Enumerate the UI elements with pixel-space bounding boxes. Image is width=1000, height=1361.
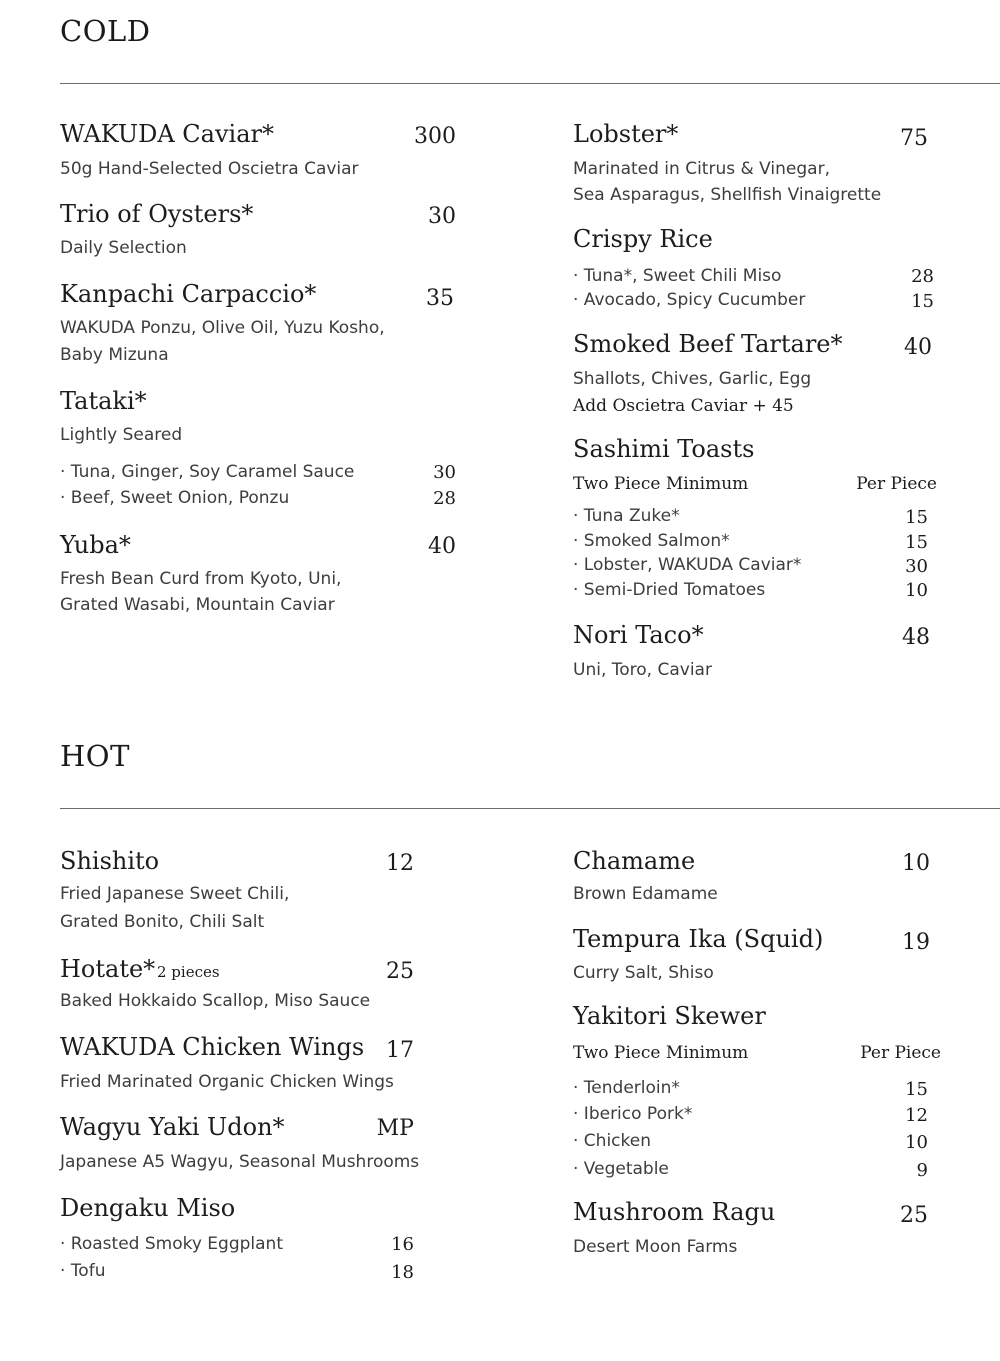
option-label: · Tuna Zuke*: [573, 506, 680, 526]
option-label: · Avocado, Spicy Cucumber: [573, 290, 806, 310]
item-description: Fried Japanese Sweet Chili,: [60, 884, 290, 904]
item-price: 10: [902, 851, 930, 876]
item-qualifier: 2 pieces: [157, 963, 220, 981]
item-description: Sea Asparagus, Shellfish Vinaigrette: [573, 185, 882, 205]
item-name: Shishito: [60, 847, 160, 875]
item-description: Brown Edamame: [573, 884, 718, 904]
option-label: · Tuna*, Sweet Chili Miso: [573, 266, 782, 286]
option-price: 30: [905, 556, 928, 577]
option-label: · Chicken: [573, 1131, 651, 1151]
item-price: MP: [376, 1116, 414, 1141]
item-description: Japanese A5 Wagyu, Seasonal Mushrooms: [60, 1152, 420, 1172]
item-description: Baby Mizuna: [60, 345, 169, 365]
item-price: 40: [428, 534, 456, 559]
item-price: 30: [428, 204, 456, 229]
item-name: Hotate*: [60, 955, 156, 983]
option-price: 15: [905, 532, 928, 553]
item-name: Lobster*: [573, 120, 679, 148]
hot-divider: [60, 808, 1000, 809]
item-name: Sashimi Toasts: [573, 435, 755, 463]
per-piece-note: Per Piece: [856, 474, 937, 494]
cold-section-title: COLD: [60, 14, 151, 48]
item-description: Grated Bonito, Chili Salt: [60, 912, 265, 932]
item-name: Nori Taco*: [573, 621, 704, 649]
option-label: · Vegetable: [573, 1159, 669, 1179]
item-description: Desert Moon Farms: [573, 1237, 738, 1257]
option-price: 28: [433, 488, 456, 509]
option-label: · Tofu: [60, 1261, 106, 1281]
item-description: Uni, Toro, Caviar: [573, 660, 712, 680]
item-description: Marinated in Citrus & Vinegar,: [573, 159, 830, 179]
item-description: Fried Marinated Organic Chicken Wings: [60, 1072, 394, 1092]
option-price: 30: [433, 462, 456, 483]
option-price: 18: [391, 1262, 414, 1283]
item-name: WAKUDA Chicken Wings: [60, 1033, 365, 1061]
option-label: · Iberico Pork*: [573, 1104, 693, 1124]
item-name: Mushroom Ragu: [573, 1198, 776, 1226]
item-name: Smoked Beef Tartare*: [573, 330, 843, 358]
option-price: 10: [905, 1132, 928, 1153]
item-name: WAKUDA Caviar*: [60, 120, 274, 148]
item-description: WAKUDA Ponzu, Olive Oil, Yuzu Kosho,: [60, 318, 385, 338]
cold-divider: [60, 83, 1000, 84]
item-description: Fresh Bean Curd from Kyoto, Uni,: [60, 569, 342, 589]
item-name: Tempura Ika (Squid): [573, 925, 824, 953]
option-price: 9: [916, 1160, 928, 1181]
item-description: Lightly Seared: [60, 425, 183, 445]
item-description: Daily Selection: [60, 238, 187, 258]
option-label: · Roasted Smoky Eggplant: [60, 1234, 284, 1254]
item-name: Crispy Rice: [573, 225, 713, 253]
option-price: 15: [911, 291, 934, 312]
item-price: 17: [386, 1038, 414, 1063]
option-label: · Lobster, WAKUDA Caviar*: [573, 555, 802, 575]
item-description: Baked Hokkaido Scallop, Miso Sauce: [60, 991, 371, 1011]
hot-section-title: HOT: [60, 739, 130, 773]
item-name: Kanpachi Carpaccio*: [60, 280, 317, 308]
item-description: Grated Wasabi, Mountain Caviar: [60, 595, 335, 615]
option-price: 10: [905, 580, 928, 601]
item-price: 12: [386, 851, 414, 876]
item-price: 300: [414, 124, 456, 149]
option-label: · Tenderloin*: [573, 1078, 680, 1098]
minimum-note: Two Piece Minimum: [573, 474, 749, 494]
item-price: 25: [900, 1203, 928, 1228]
item-addon: Add Oscietra Caviar + 45: [573, 396, 794, 416]
item-price: 75: [900, 126, 928, 151]
item-name: Yakitori Skewer: [573, 1002, 766, 1030]
option-label: · Beef, Sweet Onion, Ponzu: [60, 488, 290, 508]
item-description: Curry Salt, Shiso: [573, 963, 714, 983]
item-name: Yuba*: [60, 531, 131, 559]
option-label: · Semi-Dried Tomatoes: [573, 580, 766, 600]
option-label: · Tuna, Ginger, Soy Caramel Sauce: [60, 462, 355, 482]
option-label: · Smoked Salmon*: [573, 531, 730, 551]
option-price: 12: [905, 1105, 928, 1126]
per-piece-note: Per Piece: [860, 1043, 941, 1063]
item-price: 40: [904, 335, 932, 360]
item-price: 35: [426, 286, 454, 311]
option-price: 28: [911, 266, 934, 287]
item-price: 25: [386, 959, 414, 984]
option-price: 16: [391, 1234, 414, 1255]
item-name: Dengaku Miso: [60, 1194, 236, 1222]
item-description: Shallots, Chives, Garlic, Egg: [573, 369, 812, 389]
minimum-note: Two Piece Minimum: [573, 1043, 749, 1063]
option-price: 15: [905, 1079, 928, 1100]
item-description: 50g Hand-Selected Oscietra Caviar: [60, 159, 359, 179]
item-name: Tataki*: [60, 387, 147, 415]
item-price: 19: [902, 930, 930, 955]
item-name: Wagyu Yaki Udon*: [60, 1113, 285, 1141]
option-price: 15: [905, 507, 928, 528]
item-name: Trio of Oysters*: [60, 200, 254, 228]
item-name: Chamame: [573, 847, 696, 875]
item-price: 48: [902, 625, 930, 650]
